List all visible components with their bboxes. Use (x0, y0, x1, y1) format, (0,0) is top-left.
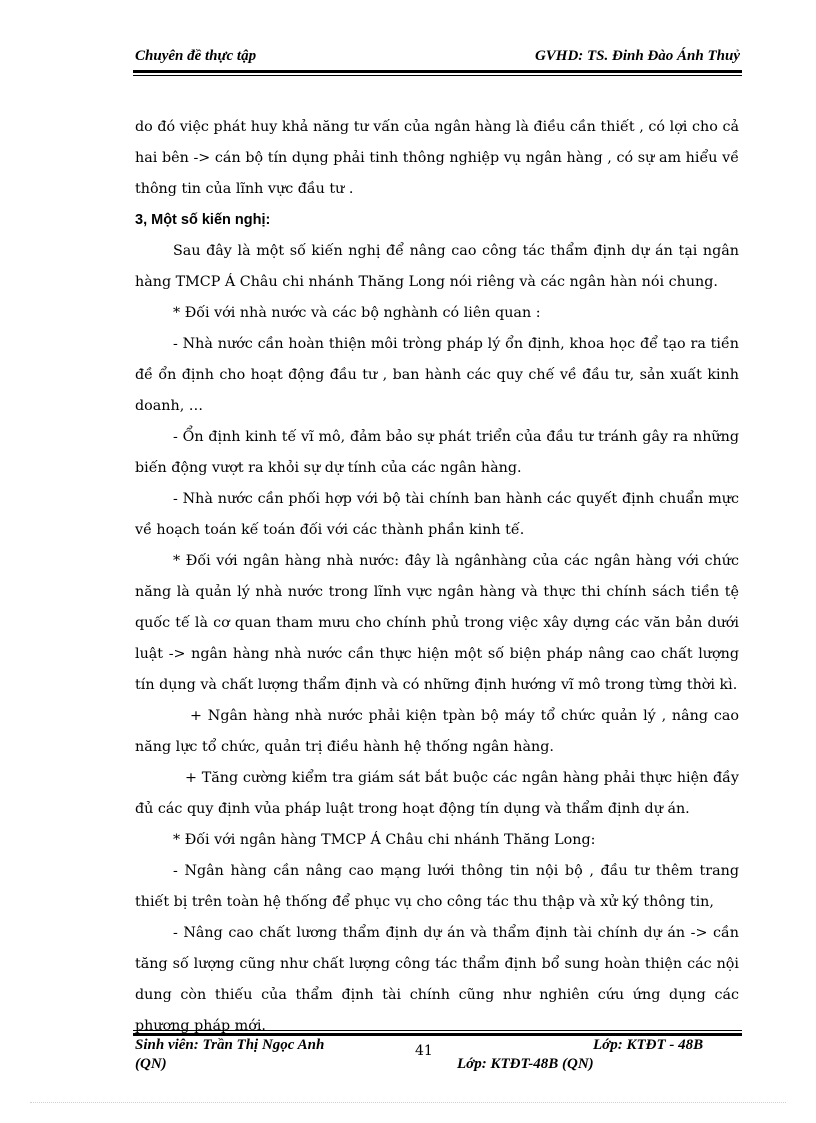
paragraph: * Đối với ngân hàng TMCP Á Châu chi nhánh Thăng Long: (173, 832, 596, 848)
page-bottom-border (30, 1102, 786, 1103)
paragraph: - Nhà nước cần hoàn thiện môi tròng pháp lý ổn định, khoa học để tạo ra tiền đề ổn định cho hoạt động đầu tư , ban hành các quy chế về đầu tư, sản xuất kinh doanh, … (135, 336, 739, 414)
paragraph: - Nâng cao chất lương thẩm định dự án và thẩm định tài chính dự án -> cần tăng số lượng cũng như chất lượng công tác thẩm định bổ sung hoàn thiện các nội dung còn thiếu của thẩm định tài chính cũng như nghiên cứu ứng dụng các phương pháp mới. (135, 925, 739, 1034)
paragraph: + Tăng cường kiểm tra giám sát bắt buộc các ngân hàng phải thực hiện đầy đủ các quy định vủa pháp luật trong hoạt động tín dụng và thẩm định dự án. (135, 770, 739, 817)
paragraph: - Ngân hàng cần nâng cao mạng lưới thông tin nội bộ , đầu tư thêm trang thiết bị trên toàn hệ thống để phục vụ cho công tác thu thập và xử ký thông tin, (135, 863, 739, 910)
page-footer (135, 1037, 740, 1077)
header-divider (133, 70, 742, 76)
footer-student-qn: (QN) (135, 1056, 167, 1072)
paragraph: - Nhà nước cần phối hợp với bộ tài chính ban hành các quyết định chuẩn mực về hoạch toán kế toán đối với các thành phần kinh tế. (135, 491, 739, 538)
footer-class-qn: Lớp: KTĐT-48B (QN) (457, 1056, 594, 1072)
page-body (135, 112, 739, 1042)
footer-divider (133, 1030, 742, 1036)
paragraph: - Ổn định kinh tế vĩ mô, đảm bảo sự phát triển của đầu tư tránh gây ra những biến động vượt ra khỏi sự dự tính của các ngân hàng. (135, 429, 739, 476)
paragraph: do đó việc phát huy khả năng tư vấn của ngân hàng là điều cần thiết , có lợi cho cả hai bên -> cán bộ tín dụng phải tinh thông nghiệp vụ ngân hàng , có sự am hiểu về thông tin của lĩnh vực đầu tư . (135, 119, 739, 197)
section-heading: 3, Một số kiến nghị: (135, 212, 271, 228)
header-supervisor: GVHD: TS. Đinh Đào Ánh Thuỷ (534, 48, 740, 64)
paragraph: Sau đây là một số kiến nghị để nâng cao công tác thẩm định dự án tại ngân hàng TMCP Á Châu chi nhánh Thăng Long nói riêng và các ngân hàn nói chung. (135, 243, 739, 290)
footer-student-name: Sinh viên: Trần Thị Ngọc Anh (135, 1037, 325, 1053)
paragraph: * Đối với nhà nước và các bộ nghành có liên quan : (173, 305, 541, 321)
paragraph: * Đối với ngân hàng nhà nước: đây là ngânhàng của các ngân hàng với chức năng là quản lý nhà nước trong lĩnh vực ngân hàng và thực thi chính sách tiền tệ quốc tế là cơ quan tham mưu cho chính phủ trong việc xây dựng các văn bản dưới luật -> ngân hàng nhà nước cần thực hiện một số biện pháp nâng cao chất lượng tín dụng và chất lượng thẩm định và có những định hướng vĩ mô trong từng thời kì. (135, 553, 739, 693)
page-number: 41 (415, 1043, 433, 1059)
page-header (135, 48, 740, 70)
paragraph: + Ngân hàng nhà nước phải kiện tpàn bộ máy tổ chức quản lý , nâng cao năng lực tổ chức, quản trị điều hành hệ thống ngân hàng. (135, 708, 739, 755)
header-document-title: Chuyên đề thực tập (135, 48, 257, 64)
footer-class: Lớp: KTĐT - 48B (593, 1037, 704, 1053)
